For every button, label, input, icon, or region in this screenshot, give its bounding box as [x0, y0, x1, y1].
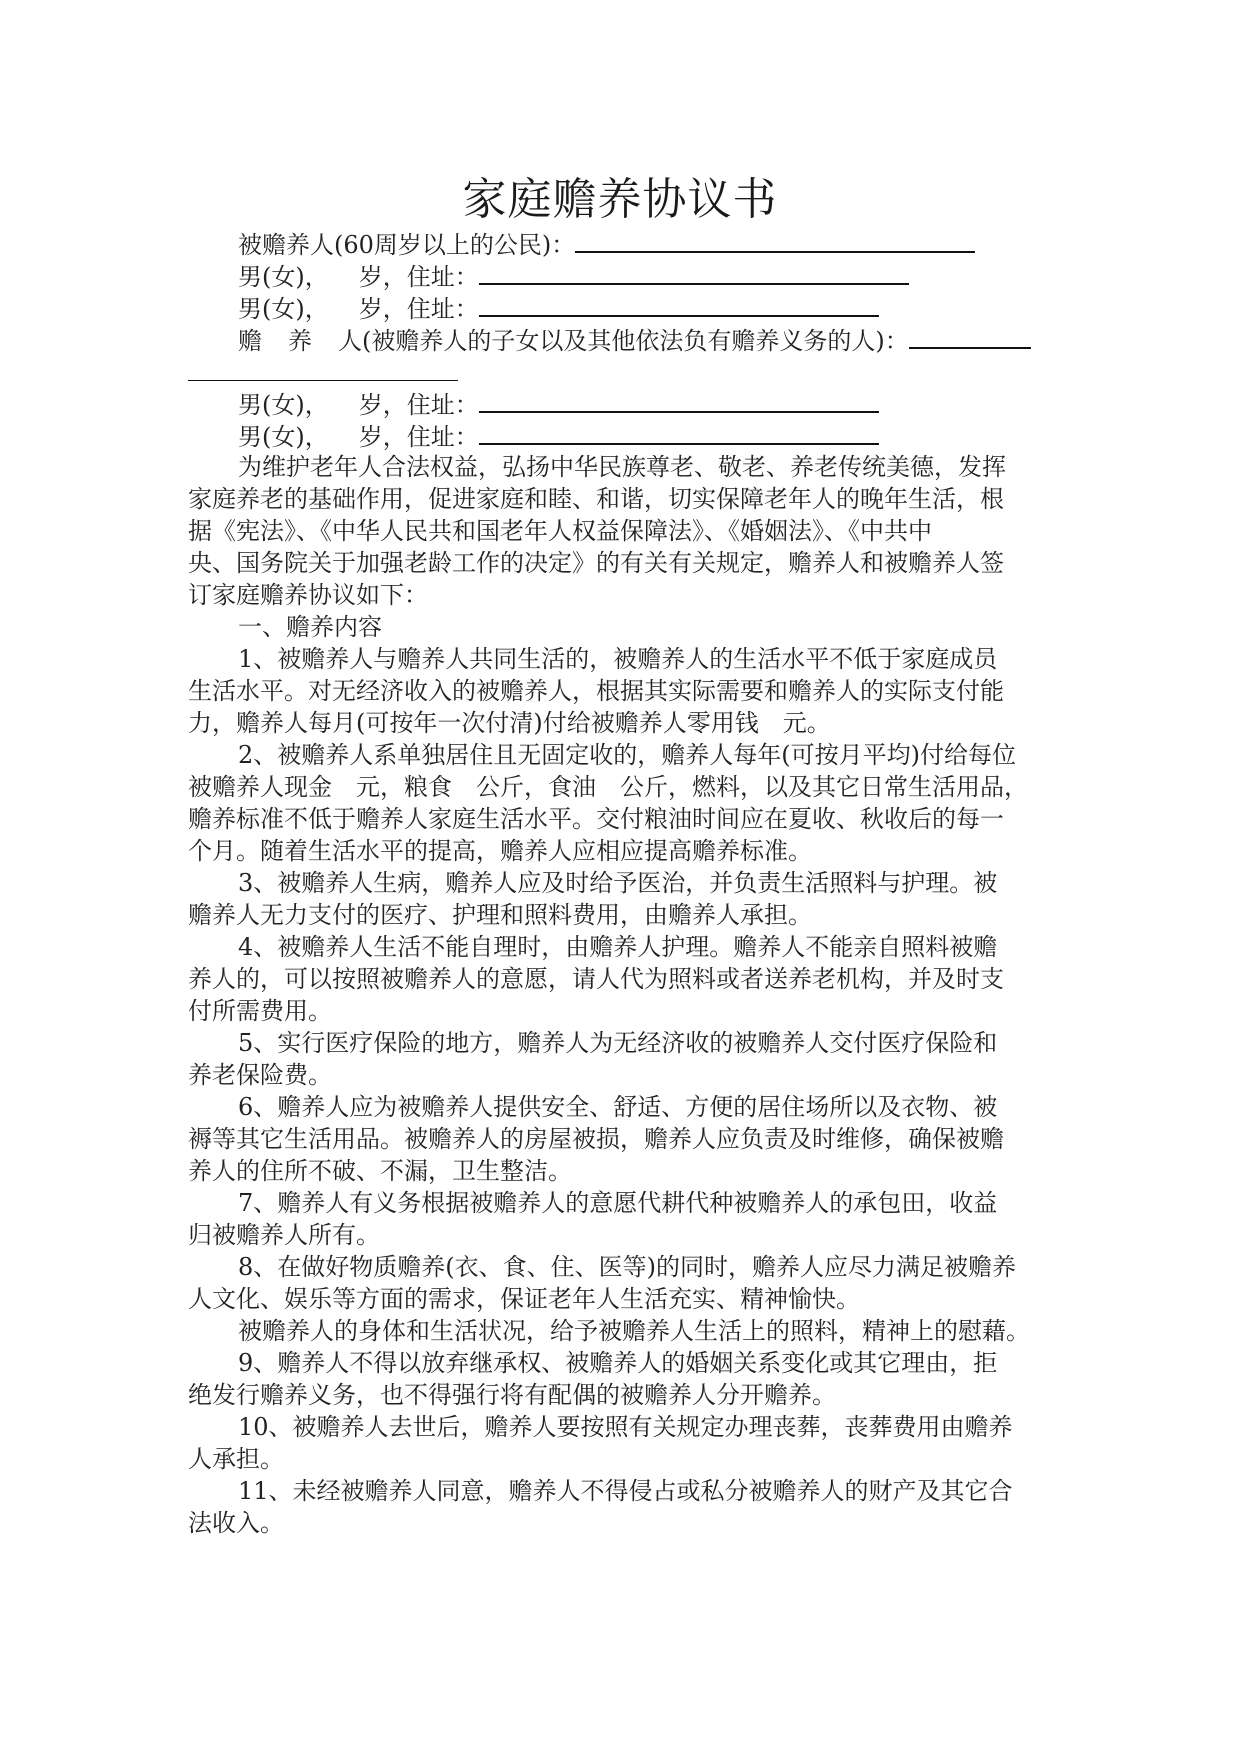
supported-person-2-line [238, 291, 879, 325]
clause-line: 绝发行赡养义务，也不得强行将有配偶的被赡养人分开赡养。 [188, 1381, 836, 1409]
gender-label: 男(女)， [238, 263, 329, 291]
clause-line: 1、被赡养人与赡养人共同生活的，被赡养人的生活水平不低于家庭成员 [238, 645, 998, 673]
supported-person-line [238, 227, 975, 261]
clause-line: 归被赡养人所有。 [188, 1221, 380, 1249]
clause-line: 人承担。 [188, 1445, 284, 1473]
clause-line: 被赡养人现金 元，粮食 公斤，食油 公斤，燃料，以及其它日常生活用品， [188, 773, 1028, 801]
age-address-label: 岁，住址： [358, 263, 479, 291]
age-address-label: 岁，住址： [358, 423, 479, 451]
clause-line: 个月。随着生活水平的提高，赡养人应相应提高赡养标准。 [188, 837, 812, 865]
supporter-1-line [238, 387, 879, 421]
gender-label: 男(女)， [238, 391, 329, 419]
address-blank[interactable] [479, 291, 879, 317]
preamble-line: 据《宪法》、《中华人民共和国老年人权益保障法》、《婚姻法》、《中共中 [188, 517, 932, 545]
supporter-blank-continuation[interactable] [188, 380, 458, 381]
clause-line: 赡养标准不低于赡养人家庭生活水平。交付粮油时间应在夏收、秋收后的每一 [188, 805, 1004, 833]
section-heading: 一、赡养内容 [238, 613, 382, 641]
clause-line: 赡养人无力支付的医疗、护理和照料费用，由赡养人承担。 [188, 901, 812, 929]
supporter-label-char: 赡 [238, 327, 262, 355]
gender-label: 男(女)， [238, 295, 329, 323]
preamble-line: 为维护老年人合法权益，弘扬中华民族尊老、敬老、养老传统美德，发挥 [238, 453, 1006, 481]
supported-person-1-line [238, 259, 909, 293]
age-address-label: 岁，住址： [358, 391, 479, 419]
preamble-line: 家庭养老的基础作用，促进家庭和睦、和谐，切实保障老年人的晚年生活，根 [188, 485, 1004, 513]
address-blank[interactable] [479, 419, 879, 445]
clause-line: 养人的住所不破、不漏，卫生整洁。 [188, 1157, 572, 1185]
address-blank[interactable] [479, 387, 879, 413]
clause-line: 9、赡养人不得以放弃继承权、被赡养人的婚姻关系变化或其它理由，拒 [238, 1349, 998, 1377]
clause-line: 2、被赡养人系单独居住且无固定收的，赡养人每年(可按月平均)付给每位 [238, 741, 1016, 769]
clause-line: 付所需费用。 [188, 997, 332, 1025]
supporter-blank[interactable] [909, 323, 1031, 349]
preamble-line: 订家庭赡养协议如下： [188, 581, 428, 609]
clause-line: 11、未经被赡养人同意，赡养人不得侵占或私分被赡养人的财产及其它合 [238, 1477, 1013, 1505]
supporter-line [238, 323, 1031, 357]
preamble-line: 央、国务院关于加强老龄工作的决定》的有关有关规定，赡养人和被赡养人签 [188, 549, 1004, 577]
document-title: 家庭赡养协议书 [462, 174, 778, 225]
age-address-label: 岁，住址： [358, 295, 479, 323]
clause-line: 被赡养人的身体和生活状况，给予被赡养人生活上的照料，精神上的慰藉。 [238, 1317, 1030, 1345]
supporter-label: 人(被赡养人的子女以及其他依法负有赡养义务的人)： [338, 327, 909, 355]
clause-line: 人文化、娱乐等方面的需求，保证老年人生活充实、精神愉快。 [188, 1285, 860, 1313]
clause-line: 5、实行医疗保险的地方，赡养人为无经济收的被赡养人交付医疗保险和 [238, 1029, 998, 1057]
clause-line: 10、被赡养人去世后，赡养人要按照有关规定办理丧葬，丧葬费用由赡养 [238, 1413, 1013, 1441]
clause-line: 养人的，可以按照被赡养人的意愿，请人代为照料或者送养老机构，并及时支 [188, 965, 1004, 993]
clause-line: 3、被赡养人生病，赡养人应及时给予医治，并负责生活照料与护理。被 [238, 869, 998, 897]
supporter-2-line [238, 419, 879, 453]
clause-line: 褥等其它生活用品。被赡养人的房屋被损，赡养人应负责及时维修，确保被赡 [188, 1125, 1004, 1153]
clause-line: 力，赡养人每月(可按年一次付清)付给被赡养人零用钱 元。 [188, 709, 831, 737]
clause-line: 8、在做好物质赡养(衣、食、住、医等)的同时，赡养人应尽力满足被赡养 [238, 1253, 1016, 1281]
address-blank[interactable] [479, 259, 909, 285]
supporter-label-char: 养 [288, 327, 312, 355]
clause-line: 养老保险费。 [188, 1061, 332, 1089]
supported-person-label: 被赡养人(60周岁以上的公民)： [238, 231, 576, 259]
clause-line: 4、被赡养人生活不能自理时，由赡养人护理。赡养人不能亲自照料被赡 [238, 933, 998, 961]
gender-label: 男(女)， [238, 423, 329, 451]
clause-line: 法收入。 [188, 1509, 284, 1537]
supported-person-blank[interactable] [575, 227, 975, 253]
clause-line: 生活水平。对无经济收入的被赡养人，根据其实际需要和赡养人的实际支付能 [188, 677, 1004, 705]
clause-line: 6、赡养人应为被赡养人提供安全、舒适、方便的居住场所以及衣物、被 [238, 1093, 998, 1121]
clause-line: 7、赡养人有义务根据被赡养人的意愿代耕代种被赡养人的承包田，收益 [238, 1189, 998, 1217]
